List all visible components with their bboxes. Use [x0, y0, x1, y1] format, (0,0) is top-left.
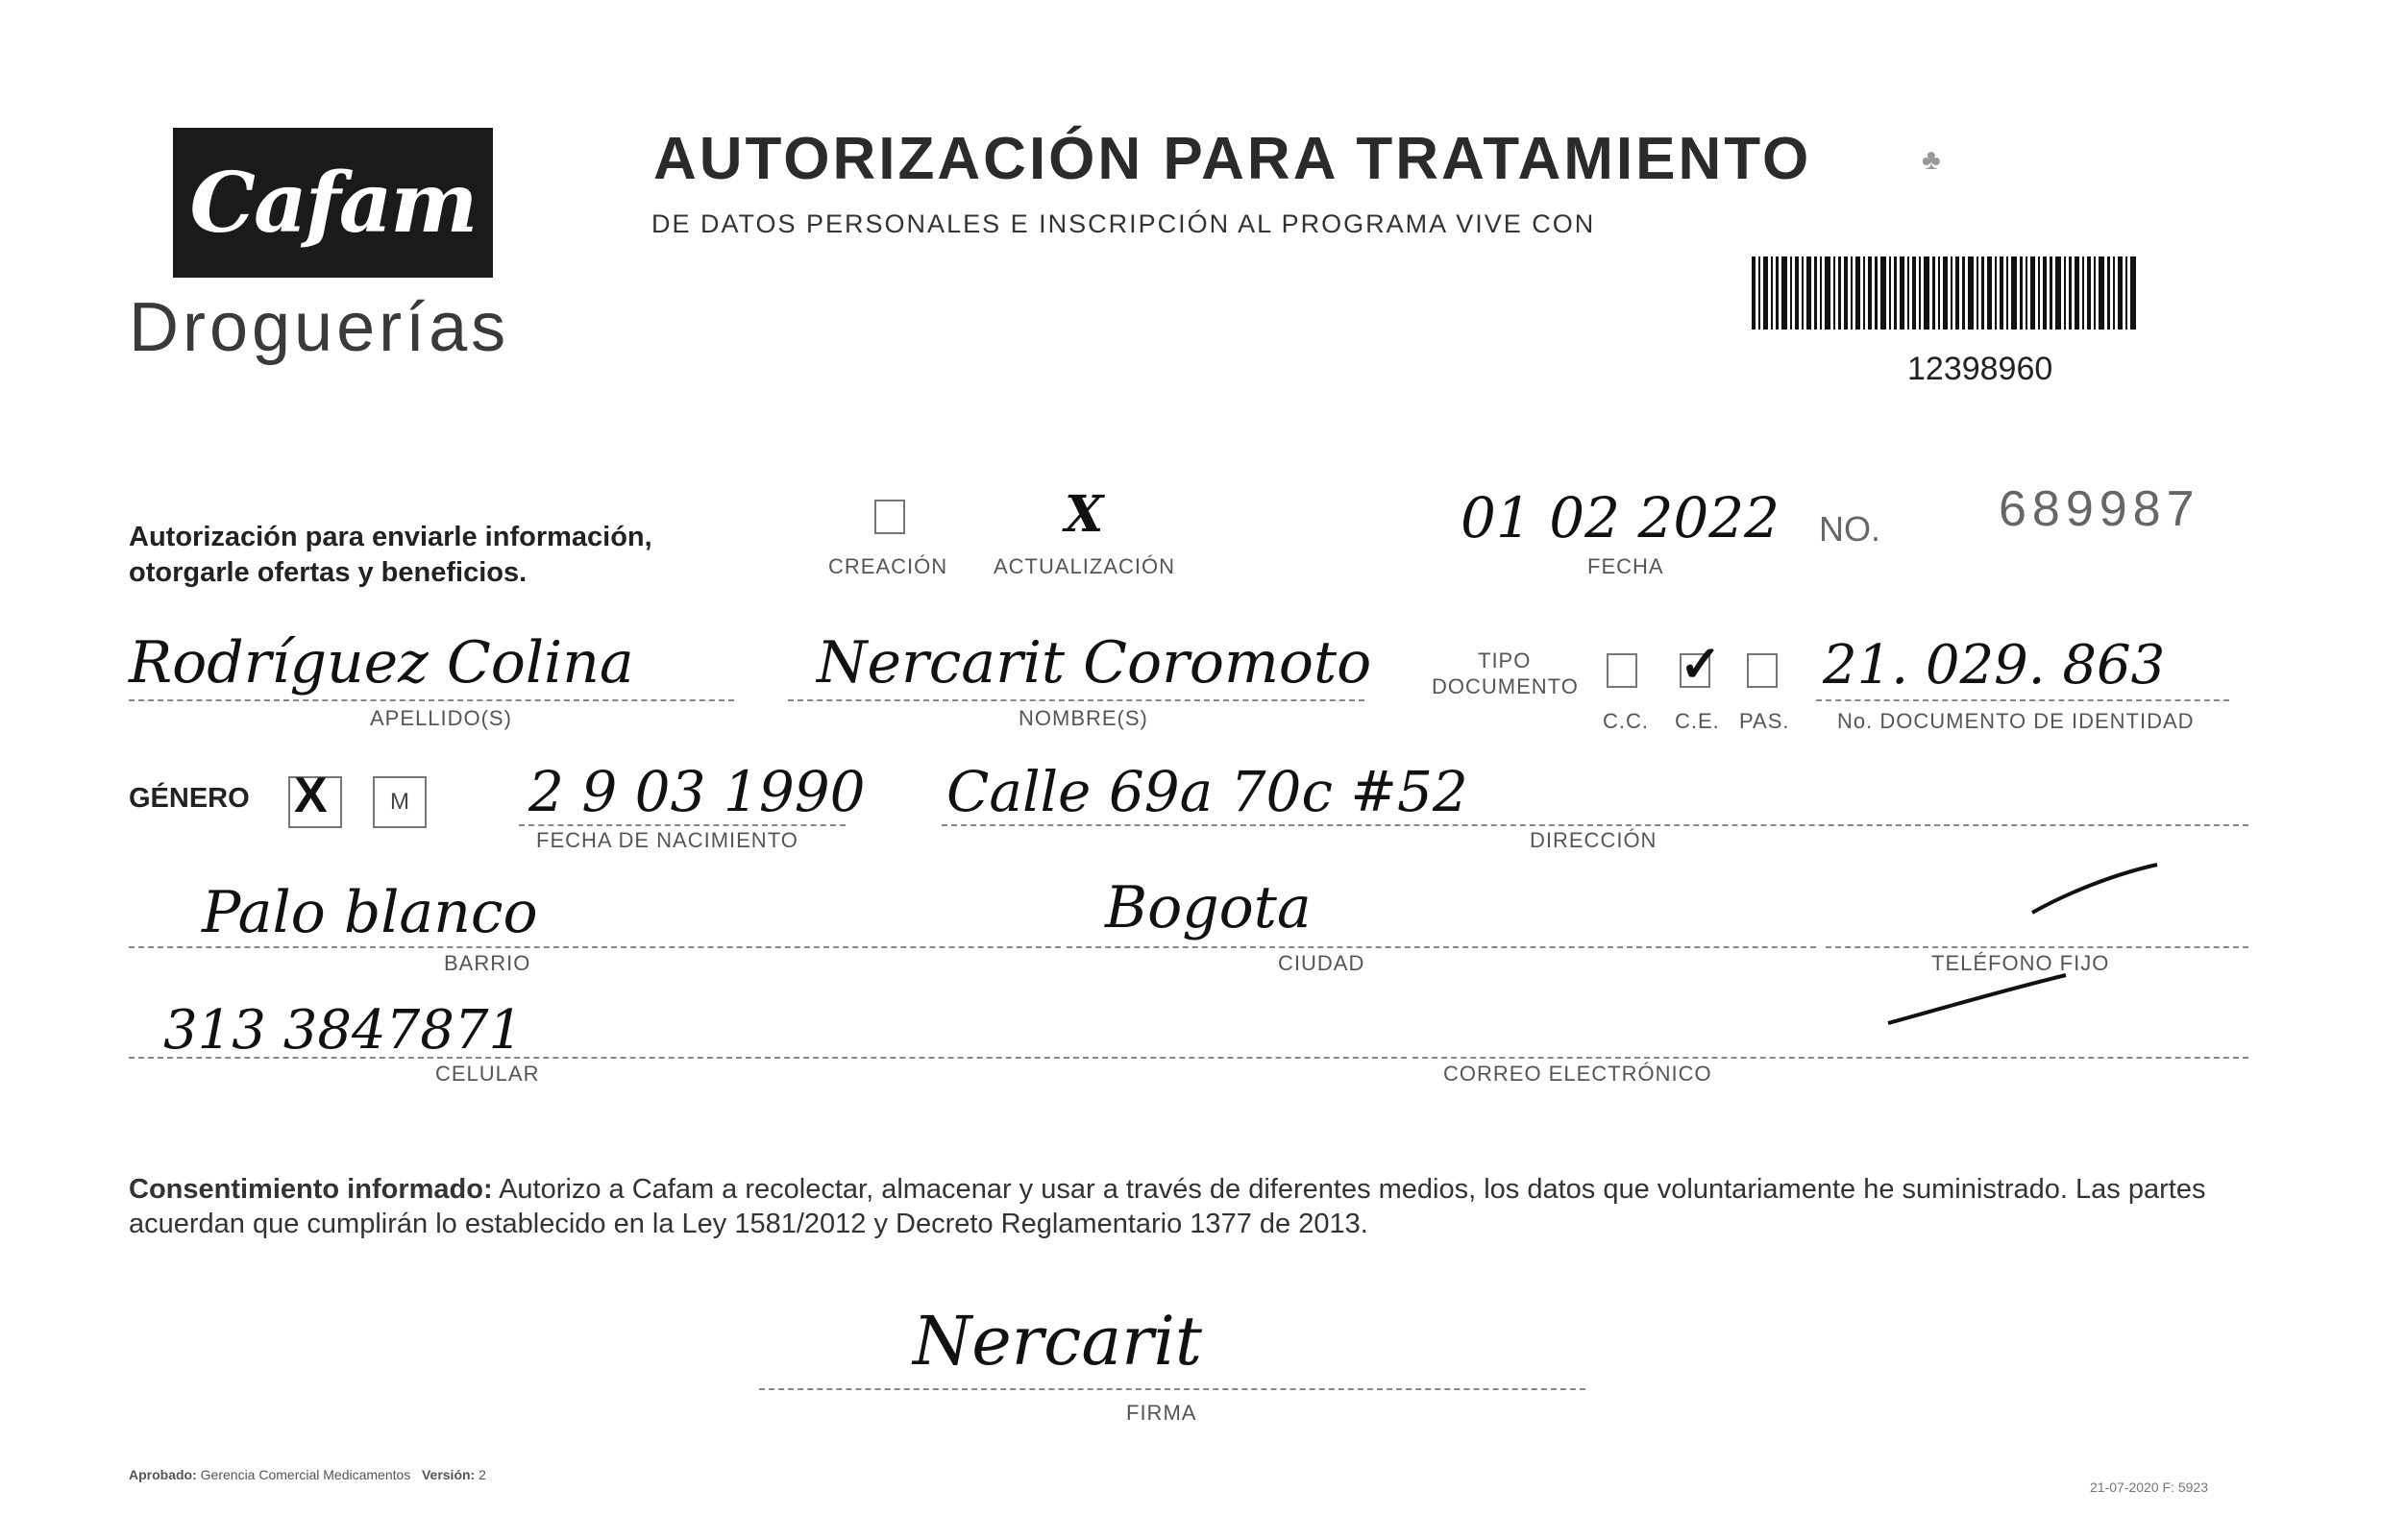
barcode-number: 12398960: [1907, 351, 2053, 387]
barcode: [1752, 257, 2136, 330]
pas-checkbox[interactable]: [1747, 653, 1778, 688]
form-number: 689987: [1999, 481, 2200, 537]
gender-label: GÉNERO: [129, 783, 250, 814]
update-checkmark[interactable]: X: [1065, 485, 1104, 544]
cc-checkbox[interactable]: [1607, 653, 1637, 688]
number-label: NO.: [1819, 509, 1881, 549]
version-value: 2: [479, 1467, 486, 1482]
birth-label: FECHA DE NACIMIENTO: [536, 828, 798, 852]
approved-value: Gerencia Comercial Medicamentos: [200, 1467, 411, 1482]
male-checkbox[interactable]: [373, 776, 427, 828]
signature-line: [759, 1388, 1585, 1390]
phone-line: [1826, 946, 2248, 948]
city-value[interactable]: Bogota: [1105, 874, 1312, 941]
birth-line: [519, 824, 846, 826]
authorization-label-line2: otorgarle ofertas y beneficios.: [129, 557, 528, 588]
ce-checkmark: ✓: [1680, 637, 1722, 693]
address-line: [942, 824, 2248, 826]
doc-number-value[interactable]: 21. 029. 863: [1823, 634, 2166, 697]
surname-label: APELLIDO(S): [370, 706, 512, 730]
date-value[interactable]: 01 02 2022: [1461, 485, 1780, 550]
form-title: AUTORIZACIÓN PARA TRATAMIENTO: [653, 126, 1812, 192]
mobile-line: [129, 1057, 1407, 1059]
mobile-value[interactable]: 313 3847871: [163, 999, 524, 1062]
barrio-value[interactable]: Palo blanco: [202, 879, 538, 946]
creation-checkbox[interactable]: [874, 500, 905, 534]
update-label: ACTUALIZACIÓN: [994, 554, 1176, 578]
male-label: M: [390, 789, 409, 815]
phone-strike-mark: [2027, 860, 2162, 917]
city-line: [1067, 946, 1816, 948]
mobile-label: CELULAR: [435, 1062, 540, 1086]
date-label: FECHA: [1587, 554, 1664, 578]
surname-line: [129, 699, 734, 701]
creation-label: CREACIÓN: [828, 554, 948, 578]
consent-paragraph: [129, 1172, 2252, 1241]
address-label: DIRECCIÓN: [1530, 828, 1658, 852]
signature-label: FIRMA: [1126, 1401, 1197, 1425]
doc-number-label: No. DOCUMENTO DE IDENTIDAD: [1837, 709, 2195, 733]
consent-heading: Consentimiento informado:: [129, 1174, 493, 1205]
city-label: CIUDAD: [1278, 951, 1365, 975]
form-subtitle: DE DATOS PERSONALES E INSCRIPCIÓN AL PROGRAMA VIVE CON: [651, 209, 1596, 238]
signature-value[interactable]: Nercarit: [913, 1302, 1203, 1381]
email-strike-mark: [1883, 970, 2075, 1028]
email-line: [1412, 1057, 2248, 1059]
authorization-label-line1: Autorización para enviarle información,: [129, 522, 652, 552]
approved-label: Aprobado:: [129, 1467, 197, 1482]
address-value[interactable]: Calle 69a 70c #52: [946, 759, 1468, 824]
footer-approval: [129, 1467, 486, 1482]
cc-label: C.C.: [1603, 709, 1649, 733]
doc-type-label-1: TIPO: [1478, 648, 1532, 672]
name-line: [788, 699, 1364, 701]
name-value[interactable]: Nercarit Coromoto: [817, 629, 1372, 697]
birth-value[interactable]: 2 9 03 1990: [528, 759, 866, 824]
surname-value[interactable]: Rodríguez Colina: [129, 629, 634, 697]
phone-label: TELÉFONO FIJO: [1931, 951, 2110, 975]
consent-text: Autorizo a Cafam a recolectar, almacenar y usar a través de diferentes medios, los datos que voluntariamente he suministrado. Las partes acuerdan que cumplirán lo establecido en la Ley 1581/2012 y Decreto Reglamentario 1377 de 2013.: [129, 1174, 2206, 1239]
footer-code: 21-07-2020 F: 5923: [2090, 1479, 2208, 1495]
female-mark: X: [294, 768, 328, 823]
email-label: CORREO ELECTRÓNICO: [1443, 1062, 1712, 1086]
brand-subtitle: Droguerías: [129, 289, 510, 366]
stamp-icon: ♣: [1922, 144, 1941, 176]
cafam-logo: [173, 128, 493, 278]
version-label: Versión:: [421, 1467, 476, 1482]
barrio-label: BARRIO: [444, 951, 531, 975]
logo-text: Cafam: [189, 154, 477, 252]
ce-label: C.E.: [1675, 709, 1720, 733]
barrio-line: [129, 946, 1061, 948]
pas-label: PAS.: [1739, 709, 1790, 733]
doc-number-line: [1816, 699, 2229, 701]
doc-type-label-2: DOCUMENTO: [1432, 674, 1579, 698]
name-label: NOMBRE(S): [1019, 706, 1148, 730]
